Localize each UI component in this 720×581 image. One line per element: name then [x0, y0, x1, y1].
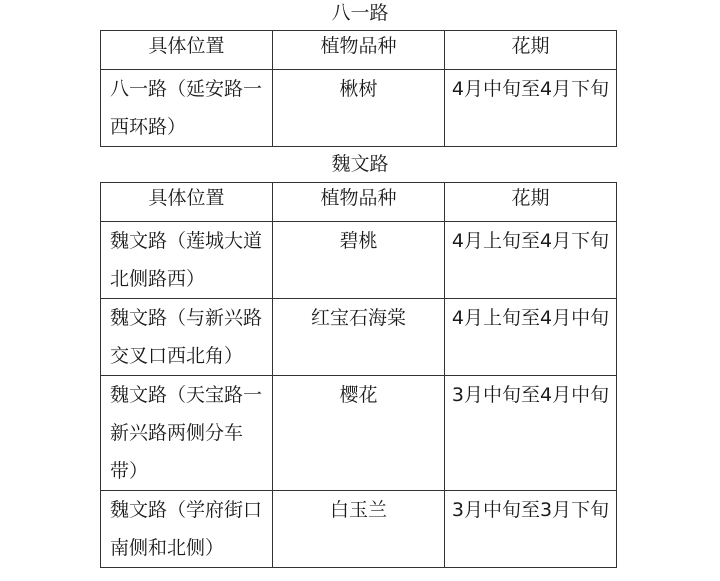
location-text: 魏文路（与新兴路交叉口西北角）: [110, 307, 263, 367]
plant-text: 樱花: [339, 384, 378, 406]
bloom-text: 4月上旬至4月中旬: [451, 307, 610, 329]
plant-cell: [273, 222, 445, 299]
header-location: 具体位置: [101, 31, 273, 70]
bloom-cell: [445, 70, 617, 147]
location-text: 魏文路（莲城大道北侧路西）: [110, 230, 263, 290]
bloom-text: 3月中旬至4月中旬: [451, 384, 610, 406]
flower-table-weiwen-road: [100, 182, 617, 568]
header-plant: 植物品种: [273, 31, 445, 70]
section-title-weiwen-road: 魏文路: [331, 153, 389, 175]
header-bloom: 花期: [445, 183, 617, 222]
location-cell: [101, 491, 273, 568]
header-plant: 植物品种: [273, 183, 445, 222]
plant-text: 楸树: [339, 78, 378, 100]
table-header-row: [101, 183, 617, 222]
table-row: [101, 222, 617, 299]
plant-text: 碧桃: [339, 230, 378, 252]
header-location: 具体位置: [101, 183, 273, 222]
table-header-row: [101, 31, 617, 70]
bloom-text: 4月上旬至4月下旬: [451, 230, 610, 252]
location-cell: [101, 376, 273, 491]
bloom-text: 3月中旬至3月下旬: [451, 499, 610, 521]
plant-cell: [273, 70, 445, 147]
location-text: 魏文路（天宝路一新兴路两侧分车带）: [110, 384, 263, 482]
location-cell: [101, 70, 273, 147]
bloom-cell: [445, 491, 617, 568]
bloom-cell: [445, 376, 617, 491]
table-row: [101, 491, 617, 568]
plant-cell: [273, 376, 445, 491]
header-bloom: 花期: [445, 31, 617, 70]
table-row: [101, 299, 617, 376]
flower-table-bayi-road: [100, 30, 617, 147]
location-text: 魏文路（学府街口南侧和北侧）: [110, 499, 263, 559]
table-row: [101, 70, 617, 147]
plant-cell: [273, 491, 445, 568]
bloom-cell: [445, 299, 617, 376]
bloom-text: 4月中旬至4月下旬: [451, 78, 610, 100]
plant-text: 白玉兰: [329, 499, 387, 521]
section-title-bayi-road: 八一路: [331, 2, 389, 24]
table-row: [101, 376, 617, 491]
plant-cell: [273, 299, 445, 376]
location-cell: [101, 222, 273, 299]
bloom-cell: [445, 222, 617, 299]
location-cell: [101, 299, 273, 376]
location-text: 八一路（延安路一西环路）: [110, 78, 263, 138]
plant-text: 红宝石海棠: [310, 307, 406, 329]
